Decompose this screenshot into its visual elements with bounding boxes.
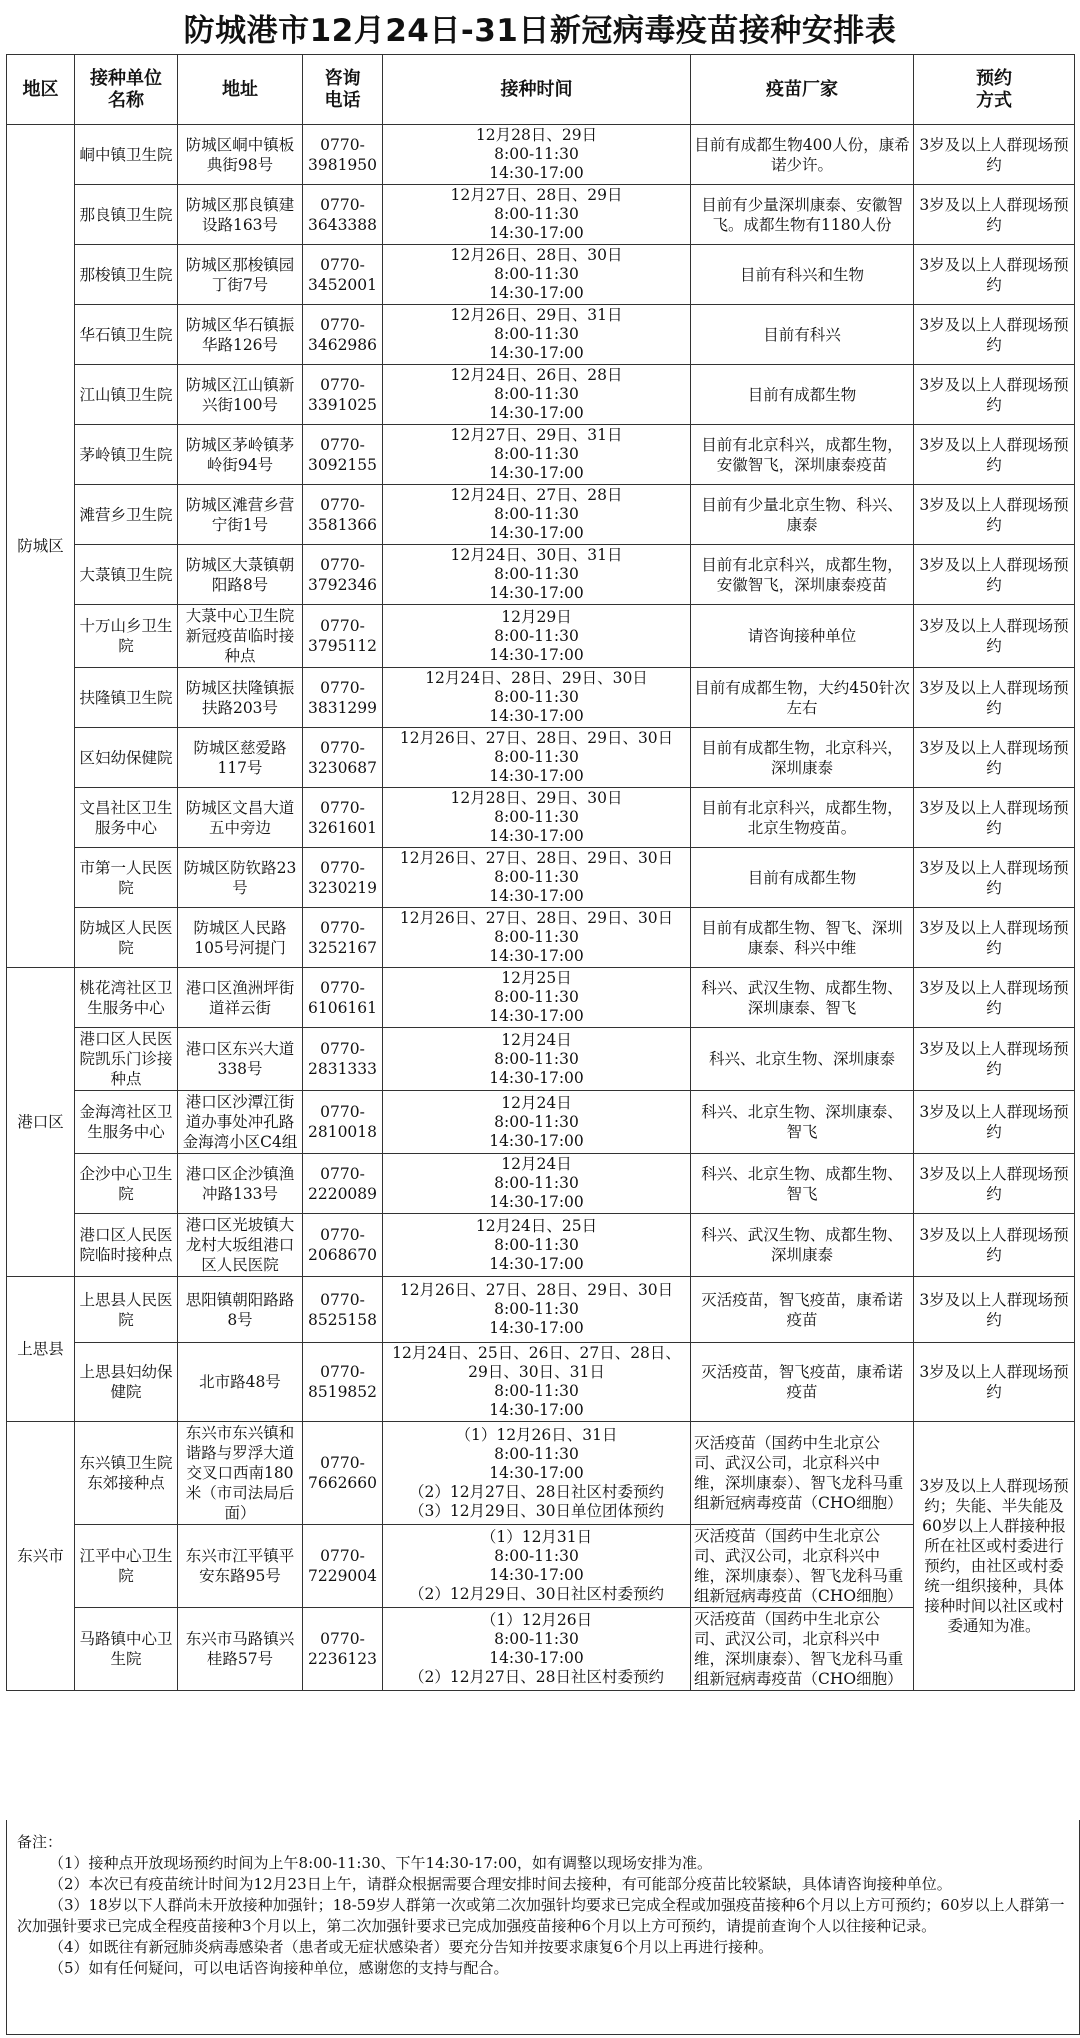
vendor-cell: 目前有少量北京生物、科兴、康泰 bbox=[691, 485, 914, 545]
vendor-cell: 目前有成都生物，北京科兴，深圳康泰 bbox=[691, 728, 914, 788]
table-row bbox=[7, 728, 1075, 788]
time-line: 8:00-11:30 bbox=[494, 1382, 579, 1400]
phone-cell: 0770-3230219 bbox=[303, 848, 383, 908]
time-line: 12月28日、29日 bbox=[475, 126, 598, 144]
time-line: 14:30-17:00 bbox=[489, 1131, 584, 1150]
address-cell: 防城区慈爱路117号 bbox=[178, 728, 303, 788]
table-row bbox=[7, 908, 1075, 968]
time-line: 14:30-17:00 bbox=[489, 224, 584, 242]
address-cell: 防城区人民路105号河提门 bbox=[178, 908, 303, 968]
time-line: 14:30-17:00 bbox=[489, 1068, 584, 1087]
unit-name-cell: 滩营乡卫生院 bbox=[75, 485, 178, 545]
phone-cell: 0770-7229004 bbox=[303, 1525, 383, 1608]
address-cell: 港口区沙潭江街道办事处冲孔路金海湾小区C4组 bbox=[178, 1091, 303, 1154]
booking-cell: 3岁及以上人群现场预约 bbox=[914, 668, 1075, 728]
table-row bbox=[7, 1091, 1075, 1154]
time-line: 12月24日、30日、31日 bbox=[450, 546, 623, 564]
address-cell: 防城区那良镇建设路163号 bbox=[178, 185, 303, 245]
table-row bbox=[7, 848, 1075, 908]
phone-cell: 0770-3795112 bbox=[303, 605, 383, 668]
time-line: （2）12月27日、28日社区村委预约 bbox=[408, 1482, 665, 1501]
time-line: 12月27日、29日、31日 bbox=[450, 426, 623, 444]
unit-name-cell: 防城区人民医院 bbox=[75, 908, 178, 968]
time-cell bbox=[383, 305, 691, 365]
address-cell: 防城区防钦路23号 bbox=[178, 848, 303, 908]
vendor-cell: 灭活疫苗（国药中生北京公司、武汉公司，北京科兴中维，深圳康泰）、智飞龙科马重组新冠病毒疫苗（CHO细胞） bbox=[691, 1525, 914, 1608]
time-line: 8:00-11:30 bbox=[494, 868, 579, 886]
header-unit: 接种单位 名称 bbox=[75, 55, 178, 125]
vendor-cell: 目前有北京科兴，成都生物，北京生物疫苗。 bbox=[691, 788, 914, 848]
time-cell bbox=[383, 1608, 691, 1691]
address-cell: 防城区华石镇振华路126号 bbox=[178, 305, 303, 365]
time-line: 14:30-17:00 bbox=[489, 284, 584, 302]
table-row bbox=[7, 1214, 1075, 1277]
time-line: 8:00-11:30 bbox=[494, 1444, 579, 1463]
phone-cell: 0770-3452001 bbox=[303, 245, 383, 305]
time-line: 14:30-17:00 bbox=[489, 1463, 584, 1482]
phone-cell: 0770-2831333 bbox=[303, 1028, 383, 1091]
phone-cell: 0770-3092155 bbox=[303, 425, 383, 485]
phone-cell: 0770-7662660 bbox=[303, 1422, 383, 1525]
time-cell bbox=[383, 1525, 691, 1608]
time-line: 14:30-17:00 bbox=[489, 767, 584, 785]
time-line: 12月24日 bbox=[501, 1030, 572, 1049]
phone-cell: 0770-3643388 bbox=[303, 185, 383, 245]
table-row bbox=[7, 605, 1075, 668]
address-cell: 港口区东兴大道338号 bbox=[178, 1028, 303, 1091]
time-cell bbox=[383, 1422, 691, 1525]
header-vendor: 疫苗厂家 bbox=[691, 55, 914, 125]
note-item: （2）本次已有疫苗统计时间为12月23日上午，请群众根据需要合理安排时间去接种，有可能部分疫苗比较紧缺，具体请咨询接种单位。 bbox=[49, 1875, 952, 1893]
time-line: 14:30-17:00 bbox=[489, 464, 584, 482]
phone-cell: 0770-3981950 bbox=[303, 125, 383, 185]
booking-cell: 3岁及以上人群现场预约 bbox=[914, 1154, 1075, 1214]
booking-cell: 3岁及以上人群现场预约 bbox=[914, 125, 1075, 185]
unit-name-cell: 企沙中心卫生院 bbox=[75, 1154, 178, 1214]
time-line: 8:00-11:30 bbox=[494, 1235, 579, 1254]
address-cell: 东兴市东兴镇和谐路与罗浮大道交叉口西南180米（市司法局后面） bbox=[178, 1422, 303, 1525]
time-line: 12月28日、29日、30日 bbox=[450, 789, 623, 807]
time-line: 14:30-17:00 bbox=[489, 1007, 584, 1025]
booking-cell: 3岁及以上人群现场预约 bbox=[914, 365, 1075, 425]
unit-name-cell: 上思县人民医院 bbox=[75, 1277, 178, 1343]
booking-cell: 3岁及以上人群现场预约 bbox=[914, 425, 1075, 485]
vendor-cell: 目前有北京科兴，成都生物，安徽智飞，深圳康泰疫苗 bbox=[691, 425, 914, 485]
table-row bbox=[7, 1154, 1075, 1214]
time-line: 12月25日 bbox=[501, 969, 572, 987]
time-cell bbox=[383, 908, 691, 968]
header-time: 接种时间 bbox=[383, 55, 691, 125]
vendor-cell: 科兴、北京生物、深圳康泰、智飞 bbox=[691, 1091, 914, 1154]
phone-cell: 0770-3792346 bbox=[303, 545, 383, 605]
vendor-cell: 目前有成都生物400人份，康希诺少许。 bbox=[691, 125, 914, 185]
booking-cell: 3岁及以上人群现场预约 bbox=[914, 908, 1075, 968]
phone-cell: 0770-2220089 bbox=[303, 1154, 383, 1214]
booking-cell: 3岁及以上人群现场预约 bbox=[914, 1028, 1075, 1091]
time-line: 8:00-11:30 bbox=[494, 1049, 579, 1068]
table-row bbox=[7, 125, 1075, 185]
note-item: （3）18岁以下人群尚未开放接种加强针；18-59岁人群第一次或第二次加强针均要求已完成全程或加强疫苗接种6个月以上方可预约；60岁以上人群第一次加强针要求已完成全程疫苗接种3个月以上，第二次加强针要求已完成加强疫苗接种6个月以上方可预约，请提前查询个人以往接种记录。 bbox=[17, 1896, 1065, 1935]
address-cell: 防城区那梭镇园丁街7号 bbox=[178, 245, 303, 305]
vendor-cell: 请咨询接种单位 bbox=[691, 605, 914, 668]
booking-cell: 3岁及以上人群现场预约 bbox=[914, 305, 1075, 365]
time-line: 8:00-11:30 bbox=[494, 145, 579, 163]
header-address: 地址 bbox=[178, 55, 303, 125]
phone-cell: 0770-3252167 bbox=[303, 908, 383, 968]
address-cell: 防城区江山镇新兴街100号 bbox=[178, 365, 303, 425]
unit-name-cell: 扶隆镇卫生院 bbox=[75, 668, 178, 728]
address-cell: 港口区企沙镇渔冲路133号 bbox=[178, 1154, 303, 1214]
table-row bbox=[7, 485, 1075, 545]
unit-name-cell: 那梭镇卫生院 bbox=[75, 245, 178, 305]
time-line: 14:30-17:00 bbox=[489, 1401, 584, 1419]
time-line: 12月24日、25日 bbox=[475, 1216, 598, 1235]
time-cell bbox=[383, 605, 691, 668]
vendor-cell: 科兴、北京生物、深圳康泰 bbox=[691, 1028, 914, 1091]
time-line: 12月24日、26日、28日 bbox=[450, 366, 623, 384]
table-row bbox=[7, 365, 1075, 425]
unit-name-cell: 港口区人民医院临时接种点 bbox=[75, 1214, 178, 1277]
time-cell bbox=[383, 1028, 691, 1091]
phone-cell: 0770-3391025 bbox=[303, 365, 383, 425]
notes-section bbox=[6, 1820, 1080, 2035]
time-line: 14:30-17:00 bbox=[489, 1649, 584, 1667]
booking-cell: 3岁及以上人群现场预约 bbox=[914, 605, 1075, 668]
address-cell: 防城区茅岭镇茅岭街94号 bbox=[178, 425, 303, 485]
unit-name-cell: 市第一人民医院 bbox=[75, 848, 178, 908]
vendor-cell: 目前有成都生物 bbox=[691, 848, 914, 908]
note-item: （5）如有任何疑问，可以电话咨询接种单位，感谢您的支持与配合。 bbox=[49, 1959, 509, 1977]
table-body bbox=[7, 125, 1075, 1691]
time-line: 8:00-11:30 bbox=[494, 205, 579, 223]
time-line: 14:30-17:00 bbox=[489, 645, 584, 664]
address-cell: 港口区渔洲坪街道祥云街 bbox=[178, 968, 303, 1028]
vendor-cell: 科兴、武汉生物、成都生物、深圳康泰 bbox=[691, 1214, 914, 1277]
table-row bbox=[7, 788, 1075, 848]
time-line: 8:00-11:30 bbox=[494, 565, 579, 583]
time-line: 14:30-17:00 bbox=[489, 1254, 584, 1273]
time-line: 8:00-11:30 bbox=[494, 808, 579, 826]
time-line: 8:00-11:30 bbox=[494, 325, 579, 343]
phone-cell: 0770-3261601 bbox=[303, 788, 383, 848]
time-line: 8:00-11:30 bbox=[494, 1547, 579, 1565]
unit-name-cell: 茅岭镇卫生院 bbox=[75, 425, 178, 485]
booking-cell: 3岁及以上人群现场预约；失能、半失能及60岁以上人群接种报所在社区或村委进行预约，由社区或村委统一组织接种，具体接种时间以社区或村委通知为准。 bbox=[914, 1422, 1075, 1691]
table-row bbox=[7, 668, 1075, 728]
time-line: 12月24日、27日、28日 bbox=[450, 486, 623, 504]
unit-name-cell: 文昌社区卫生服务中心 bbox=[75, 788, 178, 848]
vendor-cell: 灭活疫苗，智飞疫苗，康希诺疫苗 bbox=[691, 1343, 914, 1422]
time-line: 12月26日、27日、28日、29日、30日 bbox=[399, 909, 674, 927]
time-line: （1）12月26日 bbox=[480, 1611, 593, 1629]
time-line: 12月24日 bbox=[501, 1093, 572, 1112]
unit-name-cell: 桃花湾社区卫生服务中心 bbox=[75, 968, 178, 1028]
time-line: （1）12月26日、31日 bbox=[455, 1425, 618, 1444]
address-cell: 思阳镇朝阳路路8号 bbox=[178, 1277, 303, 1343]
address-cell: 防城区峒中镇板典街98号 bbox=[178, 125, 303, 185]
unit-name-cell: 马路镇中心卫生院 bbox=[75, 1608, 178, 1691]
time-cell bbox=[383, 245, 691, 305]
address-cell: 大菉中心卫生院新冠疫苗临时接种点 bbox=[178, 605, 303, 668]
time-line: 14:30-17:00 bbox=[489, 707, 584, 725]
time-cell bbox=[383, 1214, 691, 1277]
page-title: 防城港市12月24日-31日新冠病毒疫苗接种安排表 bbox=[183, 12, 897, 49]
address-cell: 北市路48号 bbox=[178, 1343, 303, 1422]
unit-name-cell: 上思县妇幼保健院 bbox=[75, 1343, 178, 1422]
time-line: 14:30-17:00 bbox=[489, 404, 584, 422]
booking-cell: 3岁及以上人群现场预约 bbox=[914, 848, 1075, 908]
phone-cell: 0770-2068670 bbox=[303, 1214, 383, 1277]
time-line: 12月24日、25日、26日、27日、28日、29日、30日、31日 bbox=[392, 1344, 681, 1381]
unit-name-cell: 金海湾社区卫生服务中心 bbox=[75, 1091, 178, 1154]
time-line: （3）12月29日、30日单位团体预约 bbox=[408, 1501, 665, 1520]
table-row bbox=[7, 545, 1075, 605]
unit-name-cell: 大菉镇卫生院 bbox=[75, 545, 178, 605]
address-cell: 防城区扶隆镇振扶路203号 bbox=[178, 668, 303, 728]
time-line: 12月26日、28日、30日 bbox=[450, 246, 623, 264]
time-line: 14:30-17:00 bbox=[489, 827, 584, 845]
time-cell bbox=[383, 365, 691, 425]
vendor-cell: 目前有成都生物，大约450针次左右 bbox=[691, 668, 914, 728]
time-line: 12月27日、28日、29日 bbox=[450, 186, 623, 204]
notes-heading: 备注： bbox=[17, 1833, 63, 1851]
unit-name-cell: 峒中镇卫生院 bbox=[75, 125, 178, 185]
booking-cell: 3岁及以上人群现场预约 bbox=[914, 1277, 1075, 1343]
vendor-cell: 灭活疫苗（国药中生北京公司、武汉公司，北京科兴中维，深圳康泰）、智飞龙科马重组新冠病毒疫苗（CHO细胞） bbox=[691, 1608, 914, 1691]
time-cell bbox=[383, 485, 691, 545]
vendor-cell: 目前有成都生物 bbox=[691, 365, 914, 425]
region-cell: 港口区 bbox=[7, 968, 75, 1277]
phone-cell: 0770-3581366 bbox=[303, 485, 383, 545]
unit-name-cell: 江平中心卫生院 bbox=[75, 1525, 178, 1608]
booking-cell: 3岁及以上人群现场预约 bbox=[914, 545, 1075, 605]
time-line: 8:00-11:30 bbox=[494, 505, 579, 523]
booking-cell: 3岁及以上人群现场预约 bbox=[914, 1091, 1075, 1154]
time-cell bbox=[383, 1154, 691, 1214]
time-line: 14:30-17:00 bbox=[489, 887, 584, 905]
time-line: 8:00-11:30 bbox=[494, 688, 579, 706]
address-cell: 东兴市江平镇平安东路95号 bbox=[178, 1525, 303, 1608]
time-cell bbox=[383, 185, 691, 245]
phone-cell: 0770-6106161 bbox=[303, 968, 383, 1028]
vendor-cell: 灭活疫苗（国药中生北京公司、武汉公司，北京科兴中维，深圳康泰）、智飞龙科马重组新冠病毒疫苗（CHO细胞） bbox=[691, 1422, 914, 1525]
address-cell: 东兴市马路镇兴桂路57号 bbox=[178, 1608, 303, 1691]
phone-cell: 0770-8525158 bbox=[303, 1277, 383, 1343]
time-line: 8:00-11:30 bbox=[494, 1300, 579, 1318]
time-line: 8:00-11:30 bbox=[494, 445, 579, 463]
booking-cell: 3岁及以上人群现场预约 bbox=[914, 245, 1075, 305]
phone-cell: 0770-2810018 bbox=[303, 1091, 383, 1154]
time-cell bbox=[383, 1091, 691, 1154]
region-cell: 防城区 bbox=[7, 125, 75, 968]
region-cell: 东兴市 bbox=[7, 1422, 75, 1691]
table-row bbox=[7, 968, 1075, 1028]
time-line: 14:30-17:00 bbox=[489, 1193, 584, 1211]
time-line: 12月26日、27日、28日、29日、30日 bbox=[399, 849, 674, 867]
time-line: 14:30-17:00 bbox=[489, 524, 584, 542]
region-cell: 上思县 bbox=[7, 1277, 75, 1422]
table-row bbox=[7, 1343, 1075, 1422]
time-cell bbox=[383, 425, 691, 485]
table-row bbox=[7, 1422, 1075, 1525]
unit-name-cell: 区妇幼保健院 bbox=[75, 728, 178, 788]
time-line: 8:00-11:30 bbox=[494, 626, 579, 645]
time-line: （1）12月31日 bbox=[480, 1528, 593, 1546]
vendor-cell: 科兴、武汉生物、成都生物、深圳康泰、智飞 bbox=[691, 968, 914, 1028]
phone-cell: 0770-3462986 bbox=[303, 305, 383, 365]
unit-name-cell: 东兴镇卫生院东郊接种点 bbox=[75, 1422, 178, 1525]
booking-cell: 3岁及以上人群现场预约 bbox=[914, 728, 1075, 788]
header-booking: 预约 方式 bbox=[914, 55, 1075, 125]
time-cell bbox=[383, 728, 691, 788]
phone-cell: 0770-3230687 bbox=[303, 728, 383, 788]
time-cell bbox=[383, 788, 691, 848]
unit-name-cell: 华石镇卫生院 bbox=[75, 305, 178, 365]
booking-cell: 3岁及以上人群现场预约 bbox=[914, 968, 1075, 1028]
booking-cell: 3岁及以上人群现场预约 bbox=[914, 788, 1075, 848]
note-item: （4）如既往有新冠肺炎病毒感染者（患者或无症状感染者）要充分告知并按要求康复6个月以上再进行接种。 bbox=[49, 1938, 774, 1956]
unit-name-cell: 那良镇卫生院 bbox=[75, 185, 178, 245]
time-line: 12月26日、29日、31日 bbox=[450, 306, 623, 324]
time-line: 14:30-17:00 bbox=[489, 344, 584, 362]
time-line: 8:00-11:30 bbox=[494, 265, 579, 283]
table-header-row bbox=[7, 55, 1075, 125]
time-line: 14:30-17:00 bbox=[489, 584, 584, 602]
vendor-cell: 目前有北京科兴，成都生物，安徽智飞，深圳康泰疫苗 bbox=[691, 545, 914, 605]
booking-cell: 3岁及以上人群现场预约 bbox=[914, 1343, 1075, 1422]
table-row bbox=[7, 245, 1075, 305]
time-line: 14:30-17:00 bbox=[489, 1319, 584, 1337]
table-row bbox=[7, 305, 1075, 365]
address-cell: 港口区光坡镇大龙村大坂组港口区人民医院 bbox=[178, 1214, 303, 1277]
table-row bbox=[7, 1028, 1075, 1091]
phone-cell: 0770-2236123 bbox=[303, 1608, 383, 1691]
time-line: 8:00-11:30 bbox=[494, 928, 579, 946]
unit-name-cell: 十万山乡卫生院 bbox=[75, 605, 178, 668]
time-line: （2）12月27日、28日社区村委预约 bbox=[408, 1668, 665, 1686]
time-line: （2）12月29日、30日社区村委预约 bbox=[408, 1585, 665, 1603]
address-cell: 防城区大菉镇朝阳路8号 bbox=[178, 545, 303, 605]
unit-name-cell: 港口区人民医院凯乐门诊接种点 bbox=[75, 1028, 178, 1091]
time-line: 8:00-11:30 bbox=[494, 1630, 579, 1648]
time-line: 12月24日、28日、29日、30日 bbox=[425, 669, 648, 687]
time-line: 12月29日 bbox=[501, 607, 572, 626]
time-cell bbox=[383, 1343, 691, 1422]
time-line: 12月24日 bbox=[501, 1155, 572, 1173]
vendor-cell: 目前有科兴 bbox=[691, 305, 914, 365]
header-region: 地区 bbox=[7, 55, 75, 125]
vendor-cell: 科兴、北京生物、成都生物、智飞 bbox=[691, 1154, 914, 1214]
vendor-cell: 目前有成都生物、智飞、深圳康泰、科兴中维 bbox=[691, 908, 914, 968]
time-line: 12月26日、27日、28日、29日、30日 bbox=[399, 1281, 674, 1299]
time-line: 14:30-17:00 bbox=[489, 164, 584, 182]
time-cell bbox=[383, 968, 691, 1028]
time-cell bbox=[383, 125, 691, 185]
time-line: 8:00-11:30 bbox=[494, 1112, 579, 1131]
time-cell bbox=[383, 545, 691, 605]
vendor-cell: 目前有少量深圳康泰、安徽智飞。成都生物有1180人份 bbox=[691, 185, 914, 245]
table-row bbox=[7, 425, 1075, 485]
time-line: 14:30-17:00 bbox=[489, 1566, 584, 1584]
time-cell bbox=[383, 848, 691, 908]
time-line: 12月26日、27日、28日、29日、30日 bbox=[399, 729, 674, 747]
table-row bbox=[7, 1277, 1075, 1343]
time-cell bbox=[383, 1277, 691, 1343]
phone-cell: 0770-8519852 bbox=[303, 1343, 383, 1422]
time-line: 8:00-11:30 bbox=[494, 988, 579, 1006]
unit-name-cell: 江山镇卫生院 bbox=[75, 365, 178, 425]
header-phone: 咨询 电话 bbox=[303, 55, 383, 125]
vendor-cell: 目前有科兴和生物 bbox=[691, 245, 914, 305]
time-cell bbox=[383, 668, 691, 728]
booking-cell: 3岁及以上人群现场预约 bbox=[914, 485, 1075, 545]
table-row bbox=[7, 185, 1075, 245]
time-line: 8:00-11:30 bbox=[494, 385, 579, 403]
address-cell: 防城区滩营乡营宁街1号 bbox=[178, 485, 303, 545]
booking-cell: 3岁及以上人群现场预约 bbox=[914, 1214, 1075, 1277]
schedule-table bbox=[6, 54, 1075, 1691]
address-cell: 防城区文昌大道五中旁边 bbox=[178, 788, 303, 848]
time-line: 14:30-17:00 bbox=[489, 947, 584, 965]
phone-cell: 0770-3831299 bbox=[303, 668, 383, 728]
time-line: 8:00-11:30 bbox=[494, 1174, 579, 1192]
booking-cell: 3岁及以上人群现场预约 bbox=[914, 185, 1075, 245]
vendor-cell: 灭活疫苗，智飞疫苗，康希诺疫苗 bbox=[691, 1277, 914, 1343]
note-item: （1）接种点开放现场预约时间为上午8:00-11:30、下午14:30-17:00，如有调整以现场安排为准。 bbox=[49, 1854, 713, 1872]
time-line: 8:00-11:30 bbox=[494, 748, 579, 766]
